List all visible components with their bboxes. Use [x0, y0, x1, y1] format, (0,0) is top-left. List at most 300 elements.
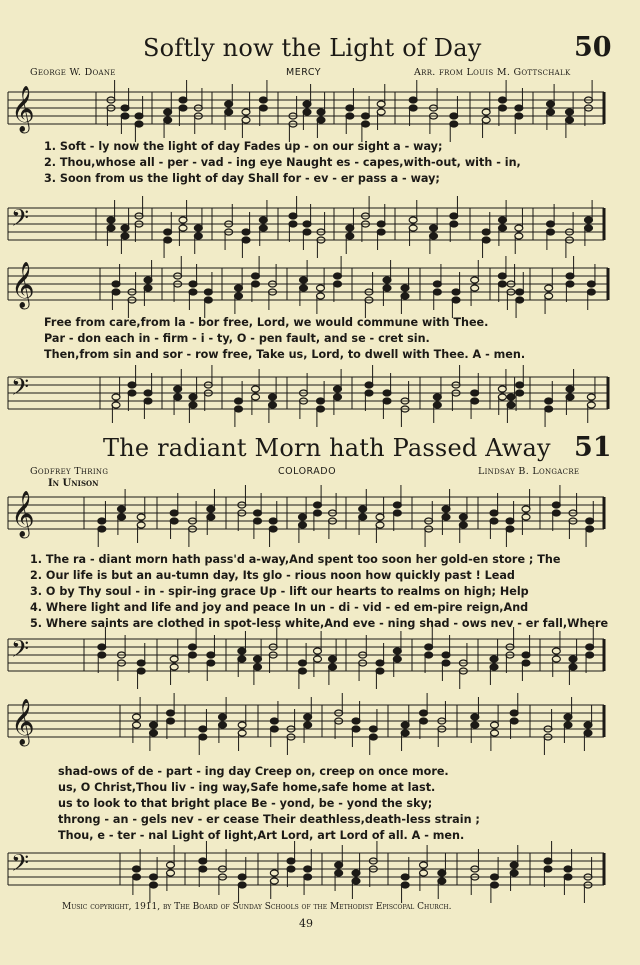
notehead	[270, 718, 278, 724]
notehead	[376, 514, 384, 520]
notehead	[510, 710, 518, 716]
notehead	[128, 382, 136, 388]
notehead	[207, 514, 215, 520]
notehead	[179, 97, 187, 103]
notehead	[471, 398, 479, 404]
notehead	[167, 870, 175, 876]
notehead	[164, 229, 172, 235]
notehead	[299, 522, 307, 528]
notehead	[471, 390, 479, 396]
notehead	[170, 656, 178, 662]
notehead	[569, 664, 577, 670]
notehead	[510, 718, 518, 724]
notehead	[566, 273, 574, 279]
notehead	[170, 664, 178, 670]
copyright-footer: Music copyright, 1911, by The Board of Sunday Schools of the Methodist Episcopal Church.	[62, 902, 452, 912]
hymn-50-title: Softly now the Light of Day	[143, 34, 482, 62]
notehead	[299, 660, 307, 666]
notehead	[270, 870, 278, 876]
notehead	[334, 386, 342, 392]
notehead	[174, 386, 182, 392]
notehead	[346, 113, 354, 119]
notehead	[409, 217, 417, 223]
bass-clef: 𝄢	[11, 635, 30, 668]
notehead	[238, 874, 246, 880]
notehead	[238, 722, 246, 728]
notehead	[516, 289, 524, 295]
notehead	[189, 281, 197, 287]
notehead	[498, 386, 506, 392]
hymn-51-verse-2: 2. Our life is but an au-tumn day, Its glo - rious noon how quickly past ! Lead	[30, 569, 515, 582]
notehead	[377, 221, 385, 227]
notehead	[225, 109, 233, 115]
notehead	[425, 644, 433, 650]
hymn-51-verse-4b: throng - an - gels nev - er cease Their deathless,death-less strain ;	[58, 813, 480, 826]
notehead	[133, 874, 141, 880]
notehead	[219, 714, 227, 720]
notehead	[167, 862, 175, 868]
hymn-51-verse-1: 1. The ra - diant morn hath pass'd a-way,And spent too soon her gold-en store ; The	[30, 553, 561, 566]
hymn-50-tune: MERCY	[286, 67, 322, 78]
notehead	[98, 518, 106, 524]
notehead	[586, 526, 594, 532]
notehead	[507, 402, 515, 408]
notehead	[522, 514, 530, 520]
notehead	[317, 117, 325, 123]
notehead	[491, 730, 499, 736]
notehead	[393, 648, 401, 654]
notehead	[259, 217, 267, 223]
notehead	[225, 101, 233, 107]
notehead	[547, 101, 555, 107]
notehead	[393, 502, 401, 508]
notehead	[254, 664, 262, 670]
notehead	[552, 502, 560, 508]
hymn-51-verse-3b: us to look to that bright place Be - yond, be - yond the sky;	[58, 797, 433, 810]
notehead	[376, 668, 384, 674]
notehead	[98, 526, 106, 532]
notehead	[516, 382, 524, 388]
notehead	[498, 273, 506, 279]
notehead	[490, 656, 498, 662]
notehead	[365, 390, 373, 396]
notehead	[450, 113, 458, 119]
notehead	[450, 221, 458, 227]
notehead	[242, 229, 250, 235]
notehead	[164, 237, 172, 243]
notehead	[383, 277, 391, 283]
hymn-50-number: 50	[574, 32, 612, 63]
hymn-51-verse-5: 5. Where saints are clothed in spot-less white,And eve - ning shad - ows nev - er fall,Where	[30, 617, 609, 630]
notehead	[515, 225, 523, 231]
notehead	[587, 394, 595, 400]
notehead	[242, 109, 250, 115]
notehead	[314, 648, 322, 654]
notehead	[303, 109, 311, 115]
notehead	[118, 506, 126, 512]
notehead	[376, 522, 384, 528]
notehead	[585, 225, 593, 231]
notehead	[482, 117, 490, 123]
hymn-50-verse-1b: Free from care,from la - bor free, Lord, we would commune with Thee.	[44, 316, 489, 329]
notehead	[259, 97, 267, 103]
hymn-50-verse-3b: Then,from sin and sor - row free, Take us, Lord, to dwell with Thee. A - men.	[44, 348, 526, 361]
notehead	[304, 722, 312, 728]
notehead	[506, 526, 514, 532]
notehead	[121, 233, 129, 239]
notehead	[383, 285, 391, 291]
notehead	[167, 710, 175, 716]
notehead	[317, 109, 325, 115]
notehead	[112, 289, 120, 295]
notehead	[118, 514, 126, 520]
notehead	[471, 722, 479, 728]
notehead	[219, 722, 227, 728]
notehead	[150, 874, 158, 880]
notehead	[564, 874, 572, 880]
notehead	[365, 382, 373, 388]
notehead	[170, 510, 178, 516]
notehead	[194, 233, 202, 239]
notehead	[242, 237, 250, 243]
notehead	[420, 710, 428, 716]
notehead	[471, 277, 479, 283]
hymn-51-arranger: Lindsay B. Longacre	[478, 466, 580, 477]
hymn-51-number: 51	[574, 432, 612, 463]
notehead	[189, 289, 197, 295]
notehead	[299, 668, 307, 674]
notehead	[135, 121, 143, 127]
notehead	[164, 109, 172, 115]
notehead	[450, 121, 458, 127]
notehead	[317, 406, 325, 412]
notehead	[383, 398, 391, 404]
notehead	[491, 882, 499, 888]
notehead	[235, 285, 243, 291]
notehead	[269, 526, 277, 532]
notehead	[150, 730, 158, 736]
treble-clef: 𝄞	[11, 86, 35, 132]
notehead	[425, 652, 433, 658]
notehead	[566, 386, 574, 392]
notehead	[569, 656, 577, 662]
notehead	[335, 862, 343, 868]
notehead	[362, 113, 370, 119]
notehead	[238, 882, 246, 888]
notehead	[506, 518, 514, 524]
notehead	[544, 858, 552, 864]
notehead	[442, 506, 450, 512]
notehead	[401, 874, 409, 880]
notehead	[482, 237, 490, 243]
notehead	[270, 726, 278, 732]
notehead	[204, 297, 212, 303]
notehead	[121, 113, 129, 119]
notehead	[544, 866, 552, 872]
notehead	[300, 277, 308, 283]
notehead	[552, 648, 560, 654]
notehead	[112, 394, 120, 400]
notehead	[522, 506, 530, 512]
treble-clef: 𝄞	[11, 491, 35, 537]
notehead	[586, 644, 594, 650]
notehead	[586, 518, 594, 524]
notehead	[471, 285, 479, 291]
notehead	[499, 105, 507, 111]
notehead	[498, 394, 506, 400]
bass-clef: 𝄢	[11, 849, 30, 882]
notehead	[377, 229, 385, 235]
notehead	[252, 273, 260, 279]
notehead	[107, 217, 115, 223]
notehead	[499, 217, 507, 223]
notehead	[452, 289, 460, 295]
notehead	[235, 293, 243, 299]
notehead	[376, 660, 384, 666]
notehead	[254, 656, 262, 662]
notehead	[566, 281, 574, 287]
notehead	[112, 281, 120, 287]
notehead	[401, 882, 409, 888]
notehead	[144, 285, 152, 291]
notehead	[401, 730, 409, 736]
notehead	[207, 506, 215, 512]
hymn-51-verse-5b: Thou, e - ter - nal Light of light,Art Lord, art Lord of all. A - men.	[58, 829, 465, 842]
notehead	[433, 289, 441, 295]
hymn-51-title: The radiant Morn hath Passed Away	[103, 434, 551, 462]
notehead	[442, 514, 450, 520]
notehead	[490, 510, 498, 516]
notehead	[254, 518, 262, 524]
notehead	[409, 225, 417, 231]
notehead	[510, 870, 518, 876]
notehead	[238, 648, 246, 654]
notehead	[194, 225, 202, 231]
notehead	[547, 221, 555, 227]
notehead	[135, 113, 143, 119]
notehead	[167, 718, 175, 724]
notehead	[174, 394, 182, 400]
notehead	[459, 514, 467, 520]
notehead	[545, 406, 553, 412]
notehead	[144, 390, 152, 396]
notehead	[204, 289, 212, 295]
notehead	[420, 862, 428, 868]
notehead	[252, 386, 260, 392]
notehead	[522, 660, 530, 666]
notehead	[587, 289, 595, 295]
notehead	[459, 522, 467, 528]
notehead	[189, 644, 197, 650]
notehead	[498, 281, 506, 287]
notehead	[471, 714, 479, 720]
notehead	[587, 281, 595, 287]
notehead	[189, 394, 197, 400]
notehead	[300, 285, 308, 291]
notehead	[98, 644, 106, 650]
notehead	[287, 866, 295, 872]
notehead	[235, 398, 243, 404]
notehead	[150, 722, 158, 728]
notehead	[510, 862, 518, 868]
notehead	[369, 734, 377, 740]
notehead	[235, 406, 243, 412]
notehead	[289, 213, 297, 219]
notehead	[491, 722, 499, 728]
notehead	[442, 660, 450, 666]
notehead	[259, 105, 267, 111]
notehead	[207, 652, 215, 658]
page-number: 49	[299, 917, 313, 930]
notehead	[137, 514, 145, 520]
notehead	[121, 225, 129, 231]
notehead	[199, 726, 207, 732]
bass-clef: 𝄢	[11, 373, 30, 406]
notehead	[299, 514, 307, 520]
notehead	[383, 390, 391, 396]
notehead	[179, 105, 187, 111]
notehead	[346, 225, 354, 231]
notehead	[409, 97, 417, 103]
notehead	[438, 870, 446, 876]
hymn-50-verse-2: 2. Thou,whose all - per - vad - ing eye Naught es - capes,with-out, with - in,	[44, 156, 521, 169]
notehead	[128, 390, 136, 396]
notehead	[552, 656, 560, 662]
notehead	[352, 878, 360, 884]
notehead	[252, 394, 260, 400]
notehead	[304, 866, 312, 872]
notehead	[587, 402, 595, 408]
notehead	[482, 229, 490, 235]
notehead	[170, 518, 178, 524]
notehead	[409, 105, 417, 111]
notehead	[452, 297, 460, 303]
notehead	[393, 656, 401, 662]
treble-clef: 𝄞	[11, 262, 35, 308]
hymn-51-author: Godfrey Thring	[30, 466, 109, 477]
notehead	[144, 398, 152, 404]
notehead	[482, 109, 490, 115]
notehead	[438, 878, 446, 884]
notehead	[552, 510, 560, 516]
notehead	[144, 277, 152, 283]
notehead	[137, 522, 145, 528]
notehead	[259, 225, 267, 231]
notehead	[515, 113, 523, 119]
notehead	[334, 273, 342, 279]
notehead	[317, 398, 325, 404]
notehead	[164, 117, 172, 123]
notehead	[507, 394, 515, 400]
notehead	[586, 652, 594, 658]
notehead	[199, 734, 207, 740]
notehead	[516, 390, 524, 396]
notehead	[303, 221, 311, 227]
notehead	[238, 730, 246, 736]
hymn-51-verse-3: 3. O by Thy soul - in - spir-ing grace Up - lift our hearts to realms on high; Help	[30, 585, 529, 598]
notehead	[566, 117, 574, 123]
notehead	[107, 225, 115, 231]
notehead	[430, 233, 438, 239]
notehead	[499, 225, 507, 231]
notehead	[377, 109, 385, 115]
notehead	[314, 656, 322, 662]
notehead	[179, 217, 187, 223]
hymn-50-verse-1: 1. Soft - ly now the light of day Fades up - on our sight a - way;	[44, 140, 443, 153]
notehead	[133, 722, 141, 728]
notehead	[133, 866, 141, 872]
notehead	[269, 518, 277, 524]
bass-clef: 𝄢	[11, 204, 30, 237]
notehead	[393, 510, 401, 516]
hymn-51-verse-1b: shad-ows of de - part - ing day Creep on, creep on once more.	[58, 765, 449, 778]
notehead	[515, 233, 523, 239]
notehead	[112, 402, 120, 408]
notehead	[329, 656, 337, 662]
notehead	[270, 878, 278, 884]
notehead	[491, 874, 499, 880]
notehead	[133, 714, 141, 720]
notehead	[490, 664, 498, 670]
notehead	[207, 660, 215, 666]
notehead	[334, 281, 342, 287]
notehead	[433, 281, 441, 287]
notehead	[401, 285, 409, 291]
notehead	[179, 225, 187, 231]
notehead	[199, 866, 207, 872]
hymn-50-arranger: Arr. from Louis M. Gottschalk	[414, 67, 571, 78]
notehead	[433, 394, 441, 400]
notehead	[545, 398, 553, 404]
notehead	[584, 730, 592, 736]
notehead	[189, 402, 197, 408]
notehead	[252, 281, 260, 287]
notehead	[566, 394, 574, 400]
notehead	[547, 109, 555, 115]
notehead	[121, 105, 129, 111]
notehead	[545, 293, 553, 299]
treble-clef: 𝄞	[11, 699, 35, 745]
notehead	[564, 866, 572, 872]
notehead	[334, 394, 342, 400]
hymn-50-author: George W. Doane	[30, 67, 116, 78]
notehead	[359, 506, 367, 512]
notehead	[137, 668, 145, 674]
notehead	[545, 285, 553, 291]
notehead	[352, 726, 360, 732]
notehead	[547, 229, 555, 235]
notehead	[585, 217, 593, 223]
notehead	[566, 109, 574, 115]
notehead	[346, 233, 354, 239]
notehead	[442, 652, 450, 658]
notehead	[304, 714, 312, 720]
notehead	[289, 221, 297, 227]
notehead	[450, 213, 458, 219]
notehead	[516, 297, 524, 303]
notehead	[352, 870, 360, 876]
hymn-51-direction: In Unison	[48, 478, 99, 489]
notehead	[150, 882, 158, 888]
notehead	[303, 229, 311, 235]
notehead	[433, 402, 441, 408]
notehead	[254, 510, 262, 516]
notehead	[329, 664, 337, 670]
notehead	[304, 874, 312, 880]
notehead	[420, 718, 428, 724]
notehead	[359, 514, 367, 520]
notehead	[303, 101, 311, 107]
